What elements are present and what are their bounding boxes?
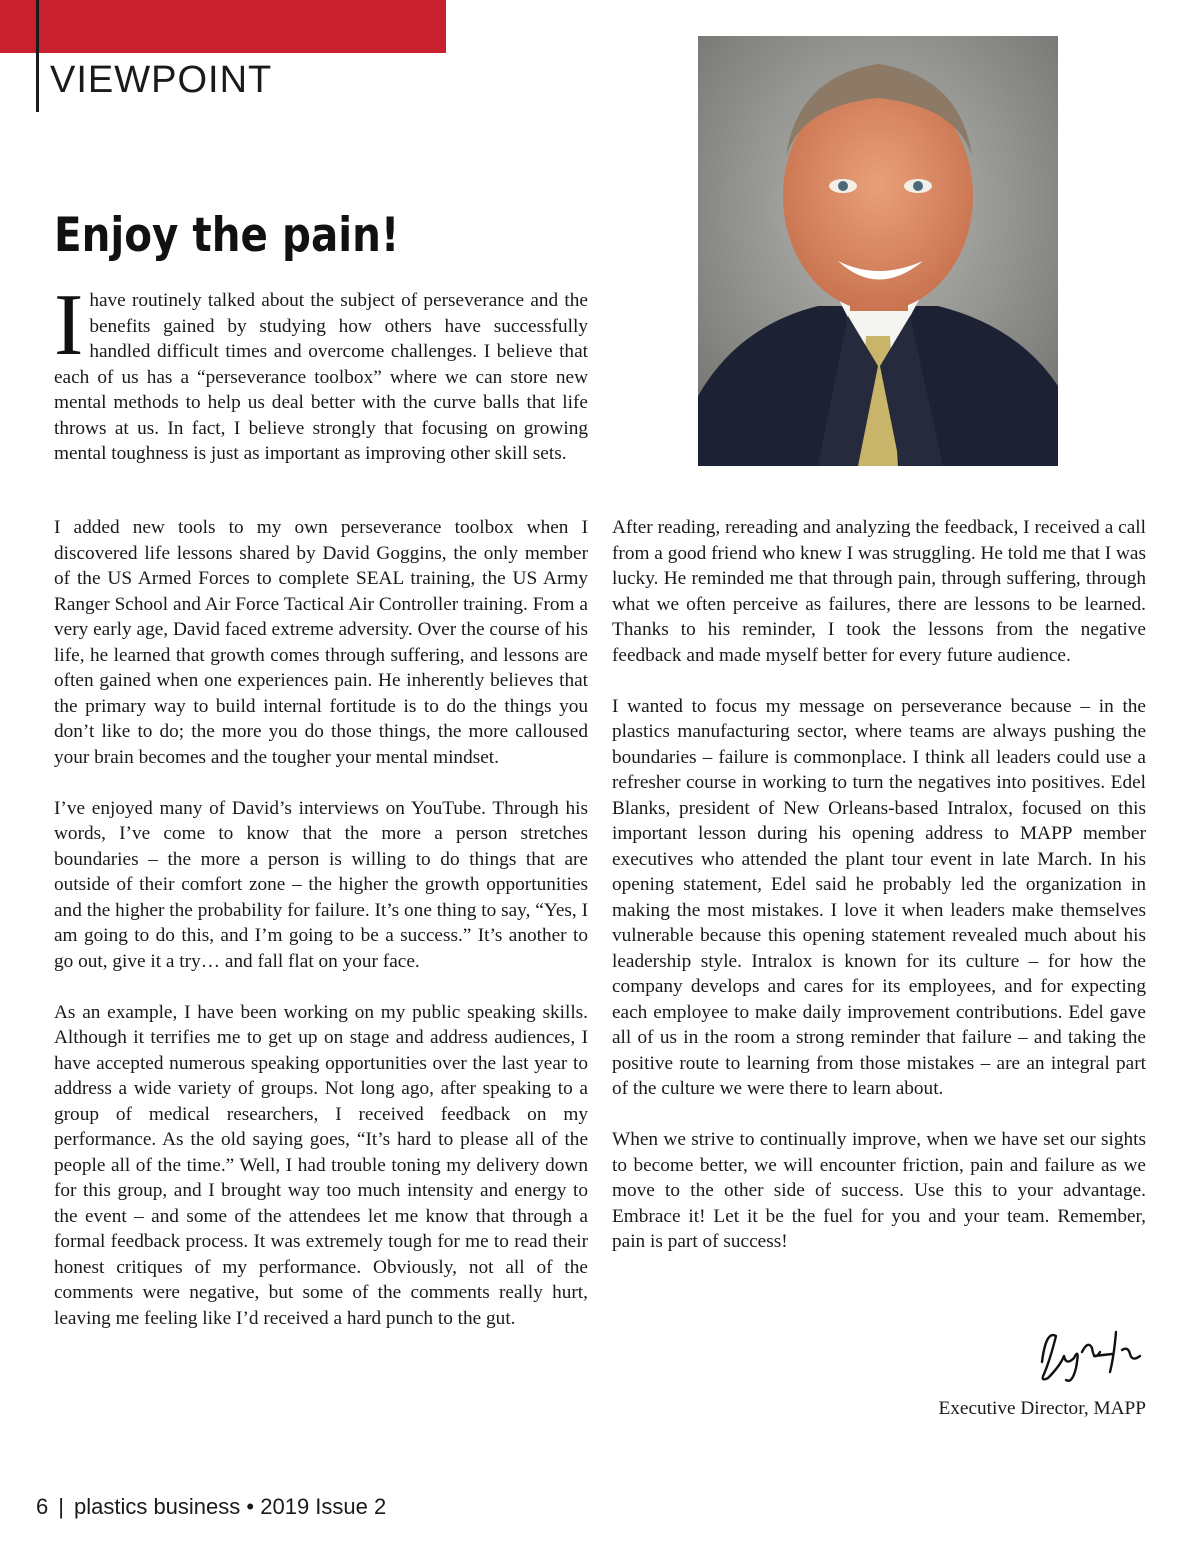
footer-divider: | [58, 1494, 64, 1519]
author-portrait [698, 36, 1058, 466]
drop-cap: I [54, 277, 84, 374]
body-paragraph: I wanted to focus my message on perseverance because – in the plastics manufacturing sector, where teams are always pushing the boundaries – failure is commonplace. I think all leaders could use a refresher course in working to turn the negatives into positives. Edel Blanks, president of New Orleans-based Intralox, focused on this important lesson during his opening address to MAPP member executives who attended the plant tour event in late March. In his opening statement, Edel said he probably led the organization in making the most mistakes. I love it when leaders make themselves vulnerable because this opening statement revealed much about his leadership style. Intralox is known for its culture – for how the company develops and cares for its employees, and for expecting each employee to make daily improvement contributions. Edel gave all of us in the room a strong reminder that failure – and taking the positive route to learning from those mistakes – are an integral part of the culture we were there to learn about. [612, 695, 1146, 1099]
section-label: VIEWPOINT [50, 59, 273, 101]
handwritten-signature [1030, 1322, 1150, 1388]
issue-label: 2019 Issue 2 [260, 1494, 387, 1519]
right-column [612, 515, 1146, 1280]
footer-bullet: • [246, 1494, 255, 1519]
intro-text: have routinely talked about the subject of perseverance and the benefits gained by studying how others have successfully handled difficult times and overcome challenges. I believe that each of us has a “perseverance toolbox” where we can store new mental methods to help us deal better with the curve balls that life throws at us. In fact, I believe strongly that focusing on growing mental toughness is just as important as improving other skill sets. [54, 290, 588, 464]
publication-name: plastics business [73, 1494, 241, 1519]
signature-title: Executive Director, MAPP [938, 1398, 1146, 1419]
body-paragraph: As an example, I have been working on my public speaking skills. Although it terrifies me to get up on stage and address audiences, I have accepted numerous speaking opportunities over the last year to address a wide variety of groups. Not long ago, after speaking to a group of medical researchers, I received feedback on my performance. As the old saying goes, “It’s hard to please all of the people all of the time.” Well, I had trouble toning my delivery down for this group, and I brought way too much intensity and energy to the event – and some of the attendees let me know that through a formal feedback process. It was extremely tough for me to read their honest critiques of my performance. Obviously, not all of the comments were negative, but some of the comments really hurt, leaving me feeling like I’d received a hard punch to the gut. [54, 1001, 588, 1329]
left-column [54, 515, 588, 1357]
section-rule [36, 0, 39, 112]
body-paragraph: I added new tools to my own perseverance toolbox when I discovered life lessons shared by David Goggins, the only member of the US Armed Forces to complete SEAL training, the US Army Ranger School and Air Force Tactical Air Controller training. From a very early age, David faced extreme adversity. Over the course of his life, he learned that growth comes through suffering, and lessons are often gained when one experiences pain. He inherently believes that the primary way to build internal fortitude is to do the things you don’t like to do; the more you do those things, the more calloused your brain becomes and the tougher your mental mindset. [54, 517, 588, 768]
intro-paragraph [54, 277, 588, 467]
portrait-photo [698, 36, 1058, 466]
article-title: Enjoy the pain! [54, 208, 400, 263]
page-number: 6 [36, 1494, 49, 1519]
page-footer [36, 1492, 386, 1522]
header-red-bar [0, 0, 446, 53]
body-paragraph: When we strive to continually improve, when we have set our sights to become better, we will encounter friction, pain and failure as we move to the other side of success. Use this to your advantage. Embrace it! Let it be the fuel for you and your team. Remember, pain is part of success! [612, 1129, 1146, 1252]
body-paragraph: I’ve enjoyed many of David’s interviews on YouTube. Through his words, I’ve come to know that the more a person stretches boundaries – the more a person is willing to do things that are outside of their comfort zone – the higher the growth opportunities and the higher the probability for failure. It’s one thing to say, “Yes, I am going to do this, and I’m going to be a success.” It’s another to go out, give it a try… and fall flat on your face. [54, 797, 588, 972]
body-paragraph: After reading, rereading and analyzing the feedback, I received a call from a good friend who knew I was struggling. He told me that I was lucky. He reminded me that through pain, through suffering, through what we often perceive as failures, there are lessons to be learned. Thanks to his reminder, I took the lessons from the negative feedback and made myself better for every future audience. [612, 517, 1146, 666]
